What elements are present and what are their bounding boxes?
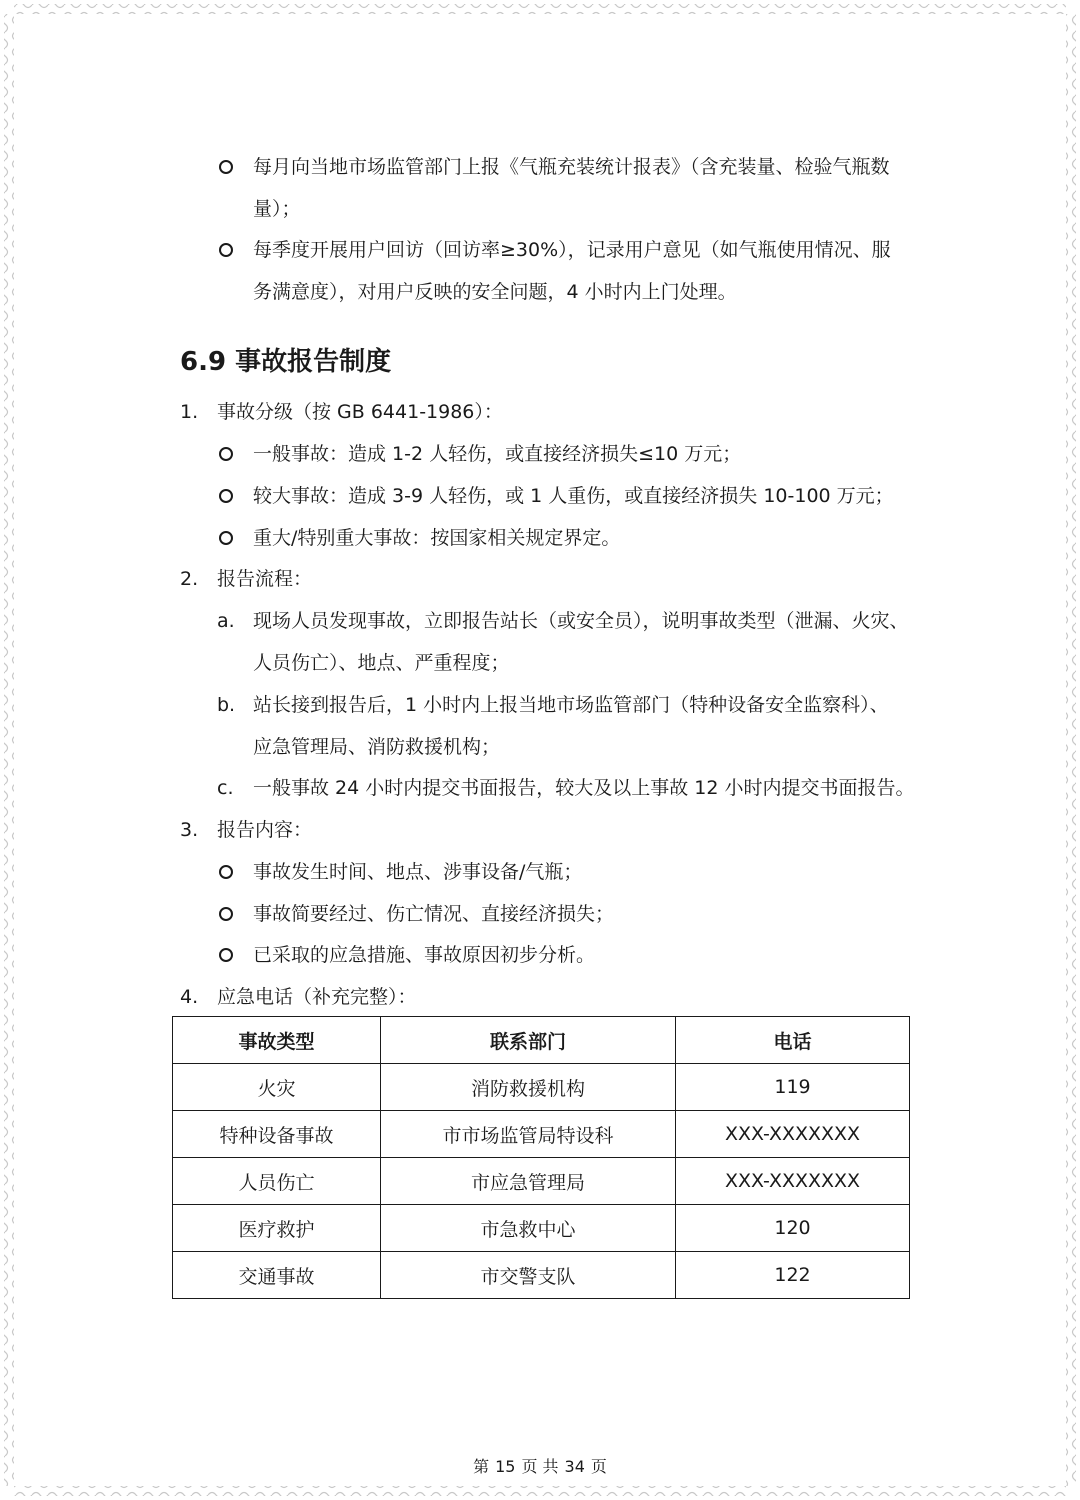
- step-text: 应急管理局、消防救援机构；: [253, 736, 501, 758]
- step-text: 人员伤亡）、地点、严重程度；: [253, 652, 510, 674]
- list-item-text: 每季度开展用户回访（回访率≥30%），记录用户意见（如气瓶使用情况、服: [253, 239, 891, 261]
- step-text: 现场人员发现事故，立即报告站长（或安全员），说明事故类型（泄漏、火灾、: [253, 610, 909, 632]
- table-row: [173, 1205, 910, 1252]
- footer-page-number: 15: [495, 1457, 516, 1476]
- footer-total-pages: 34: [564, 1457, 585, 1476]
- cell-phone: XXX-XXXXXXX: [676, 1111, 910, 1158]
- cell-department: 市交警支队: [381, 1252, 676, 1299]
- bullet-icon: [219, 489, 233, 503]
- list-number: 3.: [180, 819, 199, 841]
- page-footer: [0, 1455, 1080, 1479]
- cell-accident-type: 医疗救护: [173, 1205, 381, 1252]
- table-row: [173, 1064, 910, 1111]
- list-item-title: 事故分级（按 GB 6441-1986）：: [217, 401, 503, 423]
- list-number: 2.: [180, 568, 199, 590]
- cell-accident-type: 人员伤亡: [173, 1158, 381, 1205]
- footer-mid: 页 共: [521, 1457, 559, 1476]
- list-item-text: 一般事故：造成 1-2 人轻伤，或直接经济损失≤10 万元；: [253, 443, 742, 465]
- list-item-text: 务满意度），对用户反映的安全问题，4 小时内上门处理。: [253, 281, 737, 303]
- cell-department: 市急救中心: [381, 1205, 676, 1252]
- list-item-text: 已采取的应急措施、事故原因初步分析。: [253, 944, 596, 966]
- list-number: 4.: [180, 986, 199, 1008]
- list-item-title: 报告内容：: [217, 819, 313, 841]
- emergency-contacts-table: [172, 1016, 910, 1299]
- bullet-icon: [219, 531, 233, 545]
- list-item-text: 较大事故：造成 3-9 人轻伤，或 1 人重伤，或直接经济损失 10-100 万元；: [253, 485, 894, 507]
- cell-department: 市应急管理局: [381, 1158, 676, 1205]
- cell-phone: XXX-XXXXXXX: [676, 1158, 910, 1205]
- cell-phone: 120: [676, 1205, 910, 1252]
- cell-phone: 122: [676, 1252, 910, 1299]
- list-item-text: 重大/特别重大事故：按国家相关规定界定。: [253, 527, 621, 549]
- table-row: [173, 1252, 910, 1299]
- cell-department: 消防救援机构: [381, 1064, 676, 1111]
- bullet-icon: [219, 160, 233, 174]
- cell-phone: 119: [676, 1064, 910, 1111]
- bullet-icon: [219, 865, 233, 879]
- footer-prefix: 第: [473, 1457, 490, 1476]
- step-label: c.: [217, 777, 234, 799]
- cell-department: 市市场监管局特设科: [381, 1111, 676, 1158]
- bullet-icon: [219, 447, 233, 461]
- cell-accident-type: 交通事故: [173, 1252, 381, 1299]
- table-header-row: [173, 1017, 910, 1064]
- bullet-icon: [219, 907, 233, 921]
- table-row: [173, 1111, 910, 1158]
- bullet-icon: [219, 243, 233, 257]
- step-text: 站长接到报告后，1 小时内上报当地市场监管部门（特种设备安全监察科）、: [253, 694, 889, 716]
- footer-suffix: 页: [590, 1457, 607, 1476]
- step-label: a.: [217, 610, 235, 632]
- list-item-text: 量）；: [253, 198, 301, 220]
- list-item-title: 应急电话（补充完整）：: [217, 986, 417, 1008]
- header-department: 联系部门: [381, 1017, 676, 1064]
- table-row: [173, 1158, 910, 1205]
- header-phone: 电话: [676, 1017, 910, 1064]
- list-item-title: 报告流程：: [217, 568, 313, 590]
- list-item-text: 事故发生时间、地点、涉事设备/气瓶；: [253, 861, 583, 883]
- bullet-icon: [219, 948, 233, 962]
- cell-accident-type: 特种设备事故: [173, 1111, 381, 1158]
- step-text: 一般事故 24 小时内提交书面报告，较大及以上事故 12 小时内提交书面报告。: [253, 777, 915, 799]
- list-number: 1.: [180, 401, 199, 423]
- header-accident-type: 事故类型: [173, 1017, 381, 1064]
- section-heading: 6.9 事故报告制度: [180, 347, 392, 377]
- cell-accident-type: 火灾: [173, 1064, 381, 1111]
- list-item-text: 每月向当地市场监管部门上报《气瓶充装统计报表》（含充装量、检验气瓶数: [253, 156, 890, 178]
- step-label: b.: [217, 694, 236, 716]
- list-item-text: 事故简要经过、伤亡情况、直接经济损失；: [253, 903, 615, 925]
